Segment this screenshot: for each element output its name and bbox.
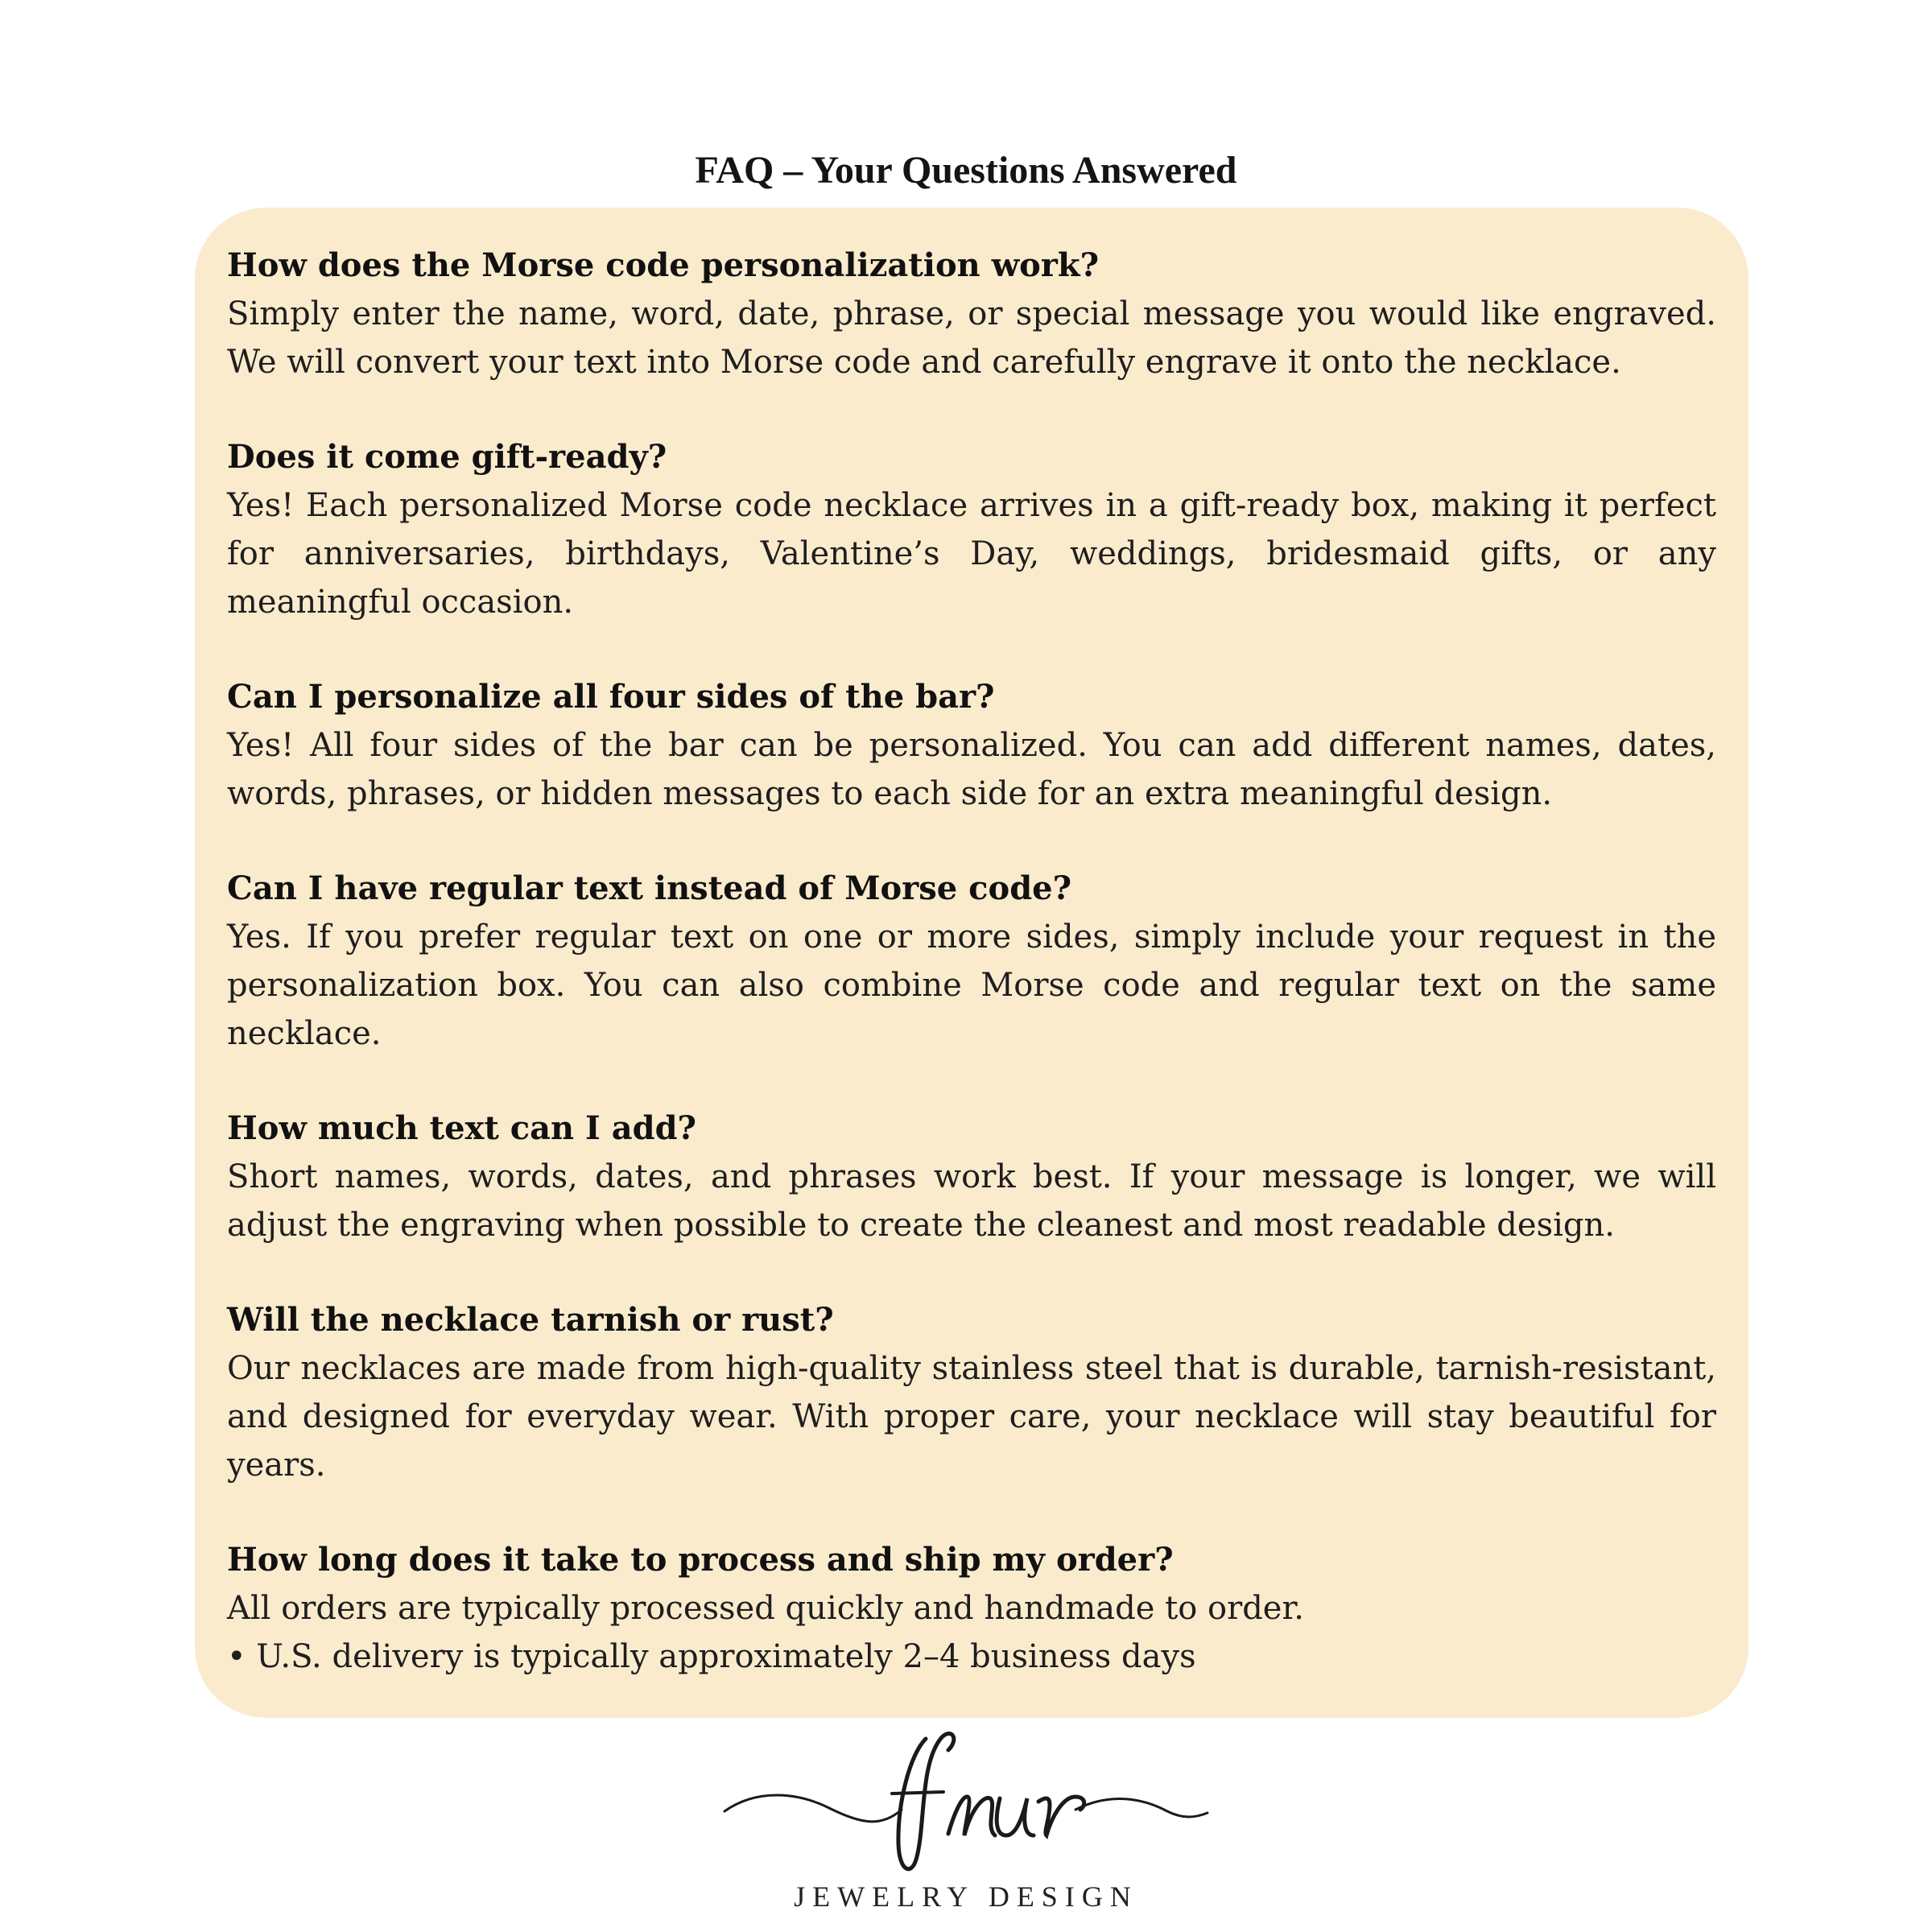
faq-item xyxy=(227,673,1716,818)
faq-question: Will the necklace tarnish or rust? xyxy=(227,1301,834,1339)
faq-question: How much text can I add? xyxy=(227,1109,696,1147)
faq-bullet-item: • U.S. delivery is typically approximately 2–4 business days xyxy=(227,1638,1196,1675)
faq-answer: Yes! All four sides of the bar can be personalized. You can add different names, dates, words, phrases, or hidden messages to each side for an extra meaningful design. xyxy=(227,727,1716,812)
faq-item xyxy=(227,865,1716,1058)
faq-answer: Simply enter the name, word, date, phrase, or special message you would like engraved. We will convert your text into Morse code and carefully engrave it onto the necklace. xyxy=(227,295,1716,381)
faq-answer: Yes. If you prefer regular text on one or more sides, simply include your request in the personalization box. You can also combine Morse code and regular text on the same necklace. xyxy=(227,919,1716,1052)
faq-question: Does it come gift-ready? xyxy=(227,438,667,476)
faq-panel xyxy=(195,208,1748,1718)
faq-question: How long does it take to process and ship my order? xyxy=(227,1541,1174,1579)
faq-question: How does the Morse code personalization work? xyxy=(227,246,1100,284)
logo-tagline: JEWELRY DESIGN xyxy=(794,1880,1138,1913)
faq-answer: Yes! Each personalized Morse code necklace arrives in a gift-ready box, making it perfect for anniversaries, birthdays, Valentine’s Day, weddings, bridesmaid gifts, or any meaningful occasion. xyxy=(227,487,1716,621)
faq-answer: Short names, words, dates, and phrases work best. If your message is longer, we will adjust the engraving when possible to create the cleanest and most readable design. xyxy=(227,1158,1716,1244)
logo-wordmark-icon xyxy=(708,1715,1224,1884)
faq-item xyxy=(227,1104,1716,1249)
faq-item xyxy=(227,433,1716,626)
faq-question: Can I have regular text instead of Morse code? xyxy=(227,869,1072,907)
faq-item xyxy=(227,1296,1716,1489)
page-title: FAQ – Your Questions Answered xyxy=(695,149,1237,192)
faq-answer: All orders are typically processed quickly and handmade to order. xyxy=(227,1590,1304,1627)
faq-question: Can I personalize all four sides of the bar? xyxy=(227,678,995,716)
faq-answer: Our necklaces are made from high-quality stainless steel that is durable, tarnish-resistant, and designed for everyday wear. With proper care, your necklace will stay beautiful for years. xyxy=(227,1350,1716,1484)
faq-item xyxy=(227,242,1716,386)
faq-item xyxy=(227,1536,1716,1681)
brand-logo xyxy=(708,1715,1224,1924)
